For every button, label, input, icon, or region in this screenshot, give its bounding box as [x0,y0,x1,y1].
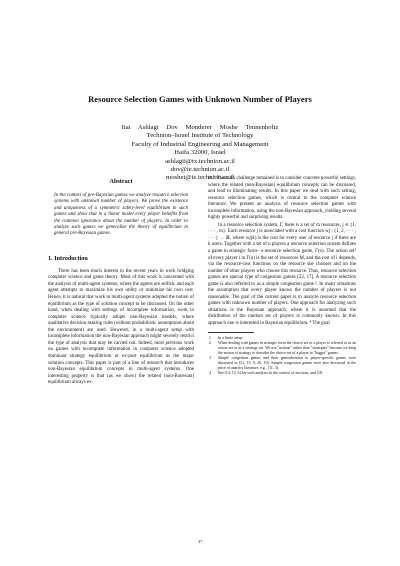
abstract-text: In the context of pre-Bayesian games we analyze resource selection systems with unknown number of players. We prove the existence and uniqueness of a symmetric safety-level equilibrium in such games and show that in a linear model every player benefits from the common ignorance about the number of players. In order to analyze such games we generalize the theory of equilibrium in general pre-Bayesian games. [54,193,188,237]
intro-paragraph: There has been much interest in the recent years in work bridging computer science and game theory. Most of this work is concerned with the analysis of multi-agent systems, where the agents are selfish, and each agent attempts to maximize his own utility or minimize his own cost. Hence, it is natural that work in multi-agent systems adopted the notion of equilibrium as the type of solution concept to be discussed. On the other hand, when dealing with settings of incomplete information, work in computer science typically adopts non-Bayesian models, where qualitative decision making rules (without probabilistic assumptions about the environment) are used. However, in a multi-agent setup with incomplete information the non-Bayesian approach might severely restrict the type of analysis that may be carried out. Indeed, most previous work on games with incomplete information in computer science adopted dominant strategy equilibrium or ex-post equilibrium as the major solution concepts. This paper is part of a line of research that introduces non-Bayesian equilibrium concepts in multi-agent systems. One interesting property is that (as we show) the related (non-Bayesian) equilibrium always ex- [48,268,194,386]
page-number: 37 [197,539,203,544]
author-block [60,124,340,183]
affiliation-line: Faculty of Industrial Engineering and Management [131,140,269,148]
footnotes [208,336,356,376]
footnote [208,341,356,356]
body-paragraph: In a resource selection system, Γ, there is a set of m resources, j ∈ {1, · · · , m}. Each resource j is associated with a cost function wj : {1, 2, · · · , · · ·} → ℝ, where wj(k) is the cost for every user of resource j if there are k users. Together with a set of n players a resource selection system defines a game in strategic form– a resource selection game, Γ(n). The action set² of every player i in Γ(n) is the set of resources M, and the cost of i depends, via the resource-cost functions on the resource she chooses and on the number of other players who choose this resource. Thus, resource selection games are special type of congestion games [22, 17]. A resource selection game is also referred to as a simple congestion game.³. In many situations the assumption that every player knows the number of players is not reasonable. The goal of the current paper is to analyze resource selection games with unknown number of players. One approach for analyzing such situations is the Bayesian approach, where it is assumed that the distribution of the random set of players is commonly known. In this approach one is interested in Bayesian equilibrium. ⁴ The goal [208,222,357,327]
right-column [208,176,356,376]
footnote-rule [208,332,254,333]
address-line: Haifa 32000, Israel [174,149,226,157]
email-line: dov@ie.technion.ac.il [170,166,230,174]
author-names: Itai Ashlagi Dov Monderer Moshe Tennenholtz [121,124,279,131]
section-heading-introduction: 1. Introduction [48,254,88,262]
email-line: ashlagii@tx.technion.ac.il [165,157,235,165]
body-paragraph: ist.¹ The main challenge remained is to consider concrete powerful settings, where the related (non-Bayesian) equilibrium concepts can be discussed, and lead to illuminating results. In this paper we deal with such setting, resource selection games, which is central to the computer science literature. We present an analysis of resource selection games with incomplete information, using the non-Bayesian approach, yielding several highly powerful and surprising results. [208,176,356,221]
left-column [48,176,194,387]
footnote [208,356,356,371]
footnote-text: When dealing with games in strategic form the choice set of a player is referred to as an action set or as a strategy set. We use "actions" rather than "strategies" because we keep the notion of strategy to describe the choice set of a player in "bigger" games. [218,340,356,355]
footnote-text: In a finite setup. [218,335,244,340]
footnote [208,371,356,376]
footnote-number: 4 [209,370,211,375]
abstract-heading: Abstract [109,178,133,185]
footnote-text: See [14, 13, 6] for such analysis in the context of auctions, and [18, [218,370,323,375]
paper-title: Resource Selection Games with Unknown Number of Players [88,94,312,104]
email-line: moshet@ie.technion.ac.il [166,174,234,182]
footnote-text: Simple congestion games and their generalization to player-specific games were discussed in [21, 15, 9, 26, 10]. Simple congestion games were also discussed in the price of anarchy literature, e.g., [11, 3]. [218,355,356,370]
footnote-number: 3 [209,355,211,360]
footnote-number: 1 [209,335,211,340]
affiliation-line: Technion–Israel Institute of Technology [146,132,254,140]
footnote-number: 2 [209,340,211,345]
